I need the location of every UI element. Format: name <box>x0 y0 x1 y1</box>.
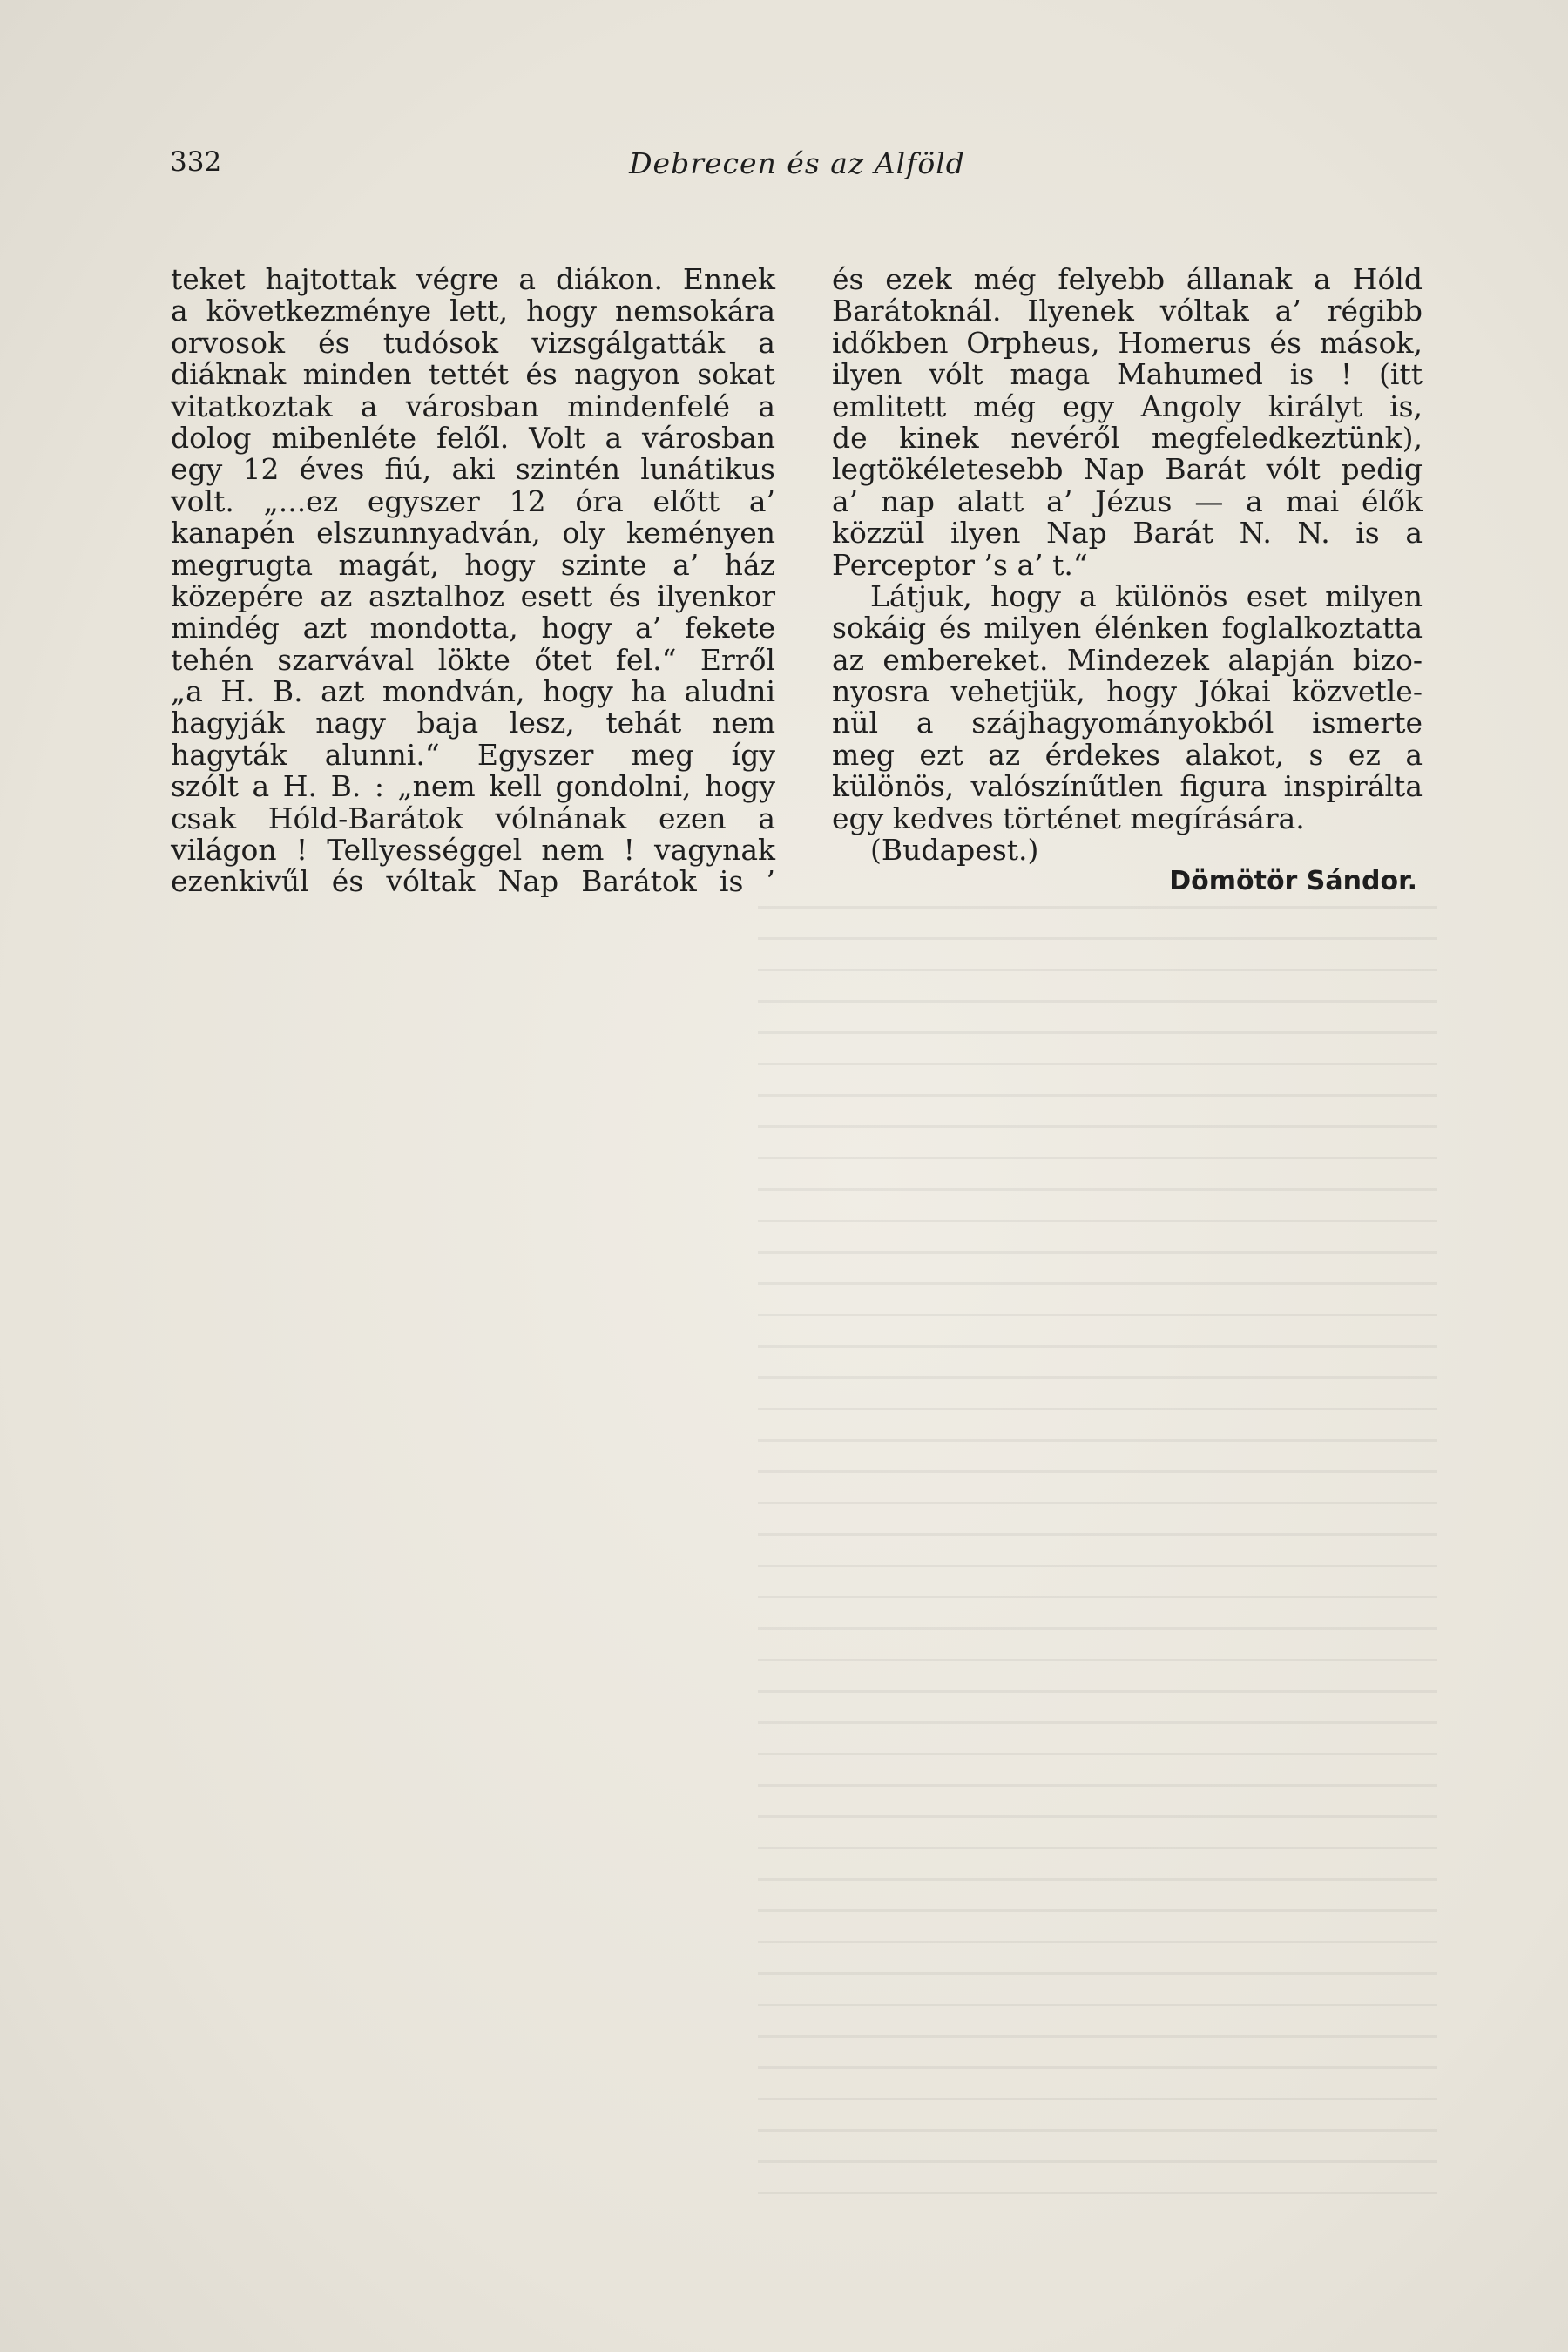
text-line: de kinek nevéről megfeledkeztünk), <box>832 420 1423 455</box>
author-signature: Dömötör Sándor. <box>1169 866 1417 897</box>
text-line: teket hajtottak végre a diákon. Ennek <box>171 262 775 296</box>
text-line: időkben Orpheus, Homerus és mások, <box>832 325 1423 360</box>
running-head <box>170 146 1424 190</box>
text-line: emlitett még egy Angoly királyt is, <box>832 389 1423 423</box>
text-line: volt. „...ez egyszer 12 óra előtt a’ <box>171 483 775 518</box>
text-line: kanapén elszunnyadván, oly keményen <box>171 516 775 551</box>
text-line: sokáig és milyen élénken foglalkoztatta <box>832 611 1423 645</box>
text-line: csak Hóld-Barátok vólnának ezen a <box>171 801 775 835</box>
text-line: nyosra vehetjük, hogy Jókai közvetle- <box>832 674 1423 709</box>
text-line: Látjuk, hogy a különös eset milyen <box>870 578 1423 613</box>
text-line: hagyják nagy baja lesz, tehát nem <box>171 706 775 740</box>
text-line: legtökéletesebb Nap Barát vólt pedig <box>832 452 1423 487</box>
text-line: megrugta magát, hogy szinte a’ ház <box>171 547 775 582</box>
text-line: tehén szarvával lökte őtet fel.“ Erről <box>171 642 775 677</box>
text-line: Barátoknál. Ilyenek vóltak a’ régibb <box>832 294 1423 328</box>
text-line: közzül ilyen Nap Barát N. N. is a <box>832 516 1423 551</box>
text-line: világon ! Tellyességgel nem ! vagynak <box>171 833 775 868</box>
right-column <box>832 264 1423 898</box>
text-line: és ezek még felyebb állanak a Hóld <box>832 262 1423 296</box>
text-line: Perceptor ’s a’ t.“ <box>832 547 1088 582</box>
left-column <box>171 264 775 898</box>
text-line: a következménye lett, hogy nemsokára <box>171 294 775 328</box>
page-number: 332 <box>170 146 222 178</box>
text-line: közepére az asztalhoz esett és ilyenkor <box>171 578 775 613</box>
running-title: Debrecen és az Alföld <box>629 146 965 180</box>
text-line: meg ezt az érdekes alakot, s ez a <box>832 737 1423 772</box>
text-line: dolog mibenléte felől. Volt a városban <box>171 420 775 455</box>
text-line: mindég azt mondotta, hogy a’ fekete <box>171 611 775 645</box>
text-line: (Budapest.) <box>870 833 1039 868</box>
text-line: orvosok és tudósok vizsgálgatták a <box>171 325 775 360</box>
text-line: ilyen vólt maga Mahumed is ! (itt <box>832 357 1423 392</box>
show-through-texture <box>758 906 1437 2213</box>
text-line: vitatkoztak a városban mindenfelé a <box>171 389 775 423</box>
text-line: „a H. B. azt mondván, hogy ha aludni <box>171 674 775 709</box>
text-line: hagyták alunni.“ Egyszer meg így <box>171 737 775 772</box>
text-line: ezenkivűl és vóltak Nap Barátok is ’ <box>171 864 775 899</box>
text-line: az embereket. Mindezek alapján bizo- <box>832 642 1423 677</box>
text-line: diáknak minden tettét és nagyon sokat <box>171 357 775 392</box>
text-line: egy 12 éves fiú, aki szintén lunátikus <box>171 452 775 487</box>
text-line: különös, valószínűtlen figura inspirálta <box>832 769 1423 804</box>
text-line: egy kedves történet megírására. <box>832 801 1305 835</box>
text-line: nül a szájhagyományokból ismerte <box>832 706 1423 740</box>
text-line: szólt a H. B. : „nem kell gondolni, hogy <box>171 769 775 804</box>
text-line: a’ nap alatt a’ Jézus — a mai élők <box>832 483 1423 518</box>
